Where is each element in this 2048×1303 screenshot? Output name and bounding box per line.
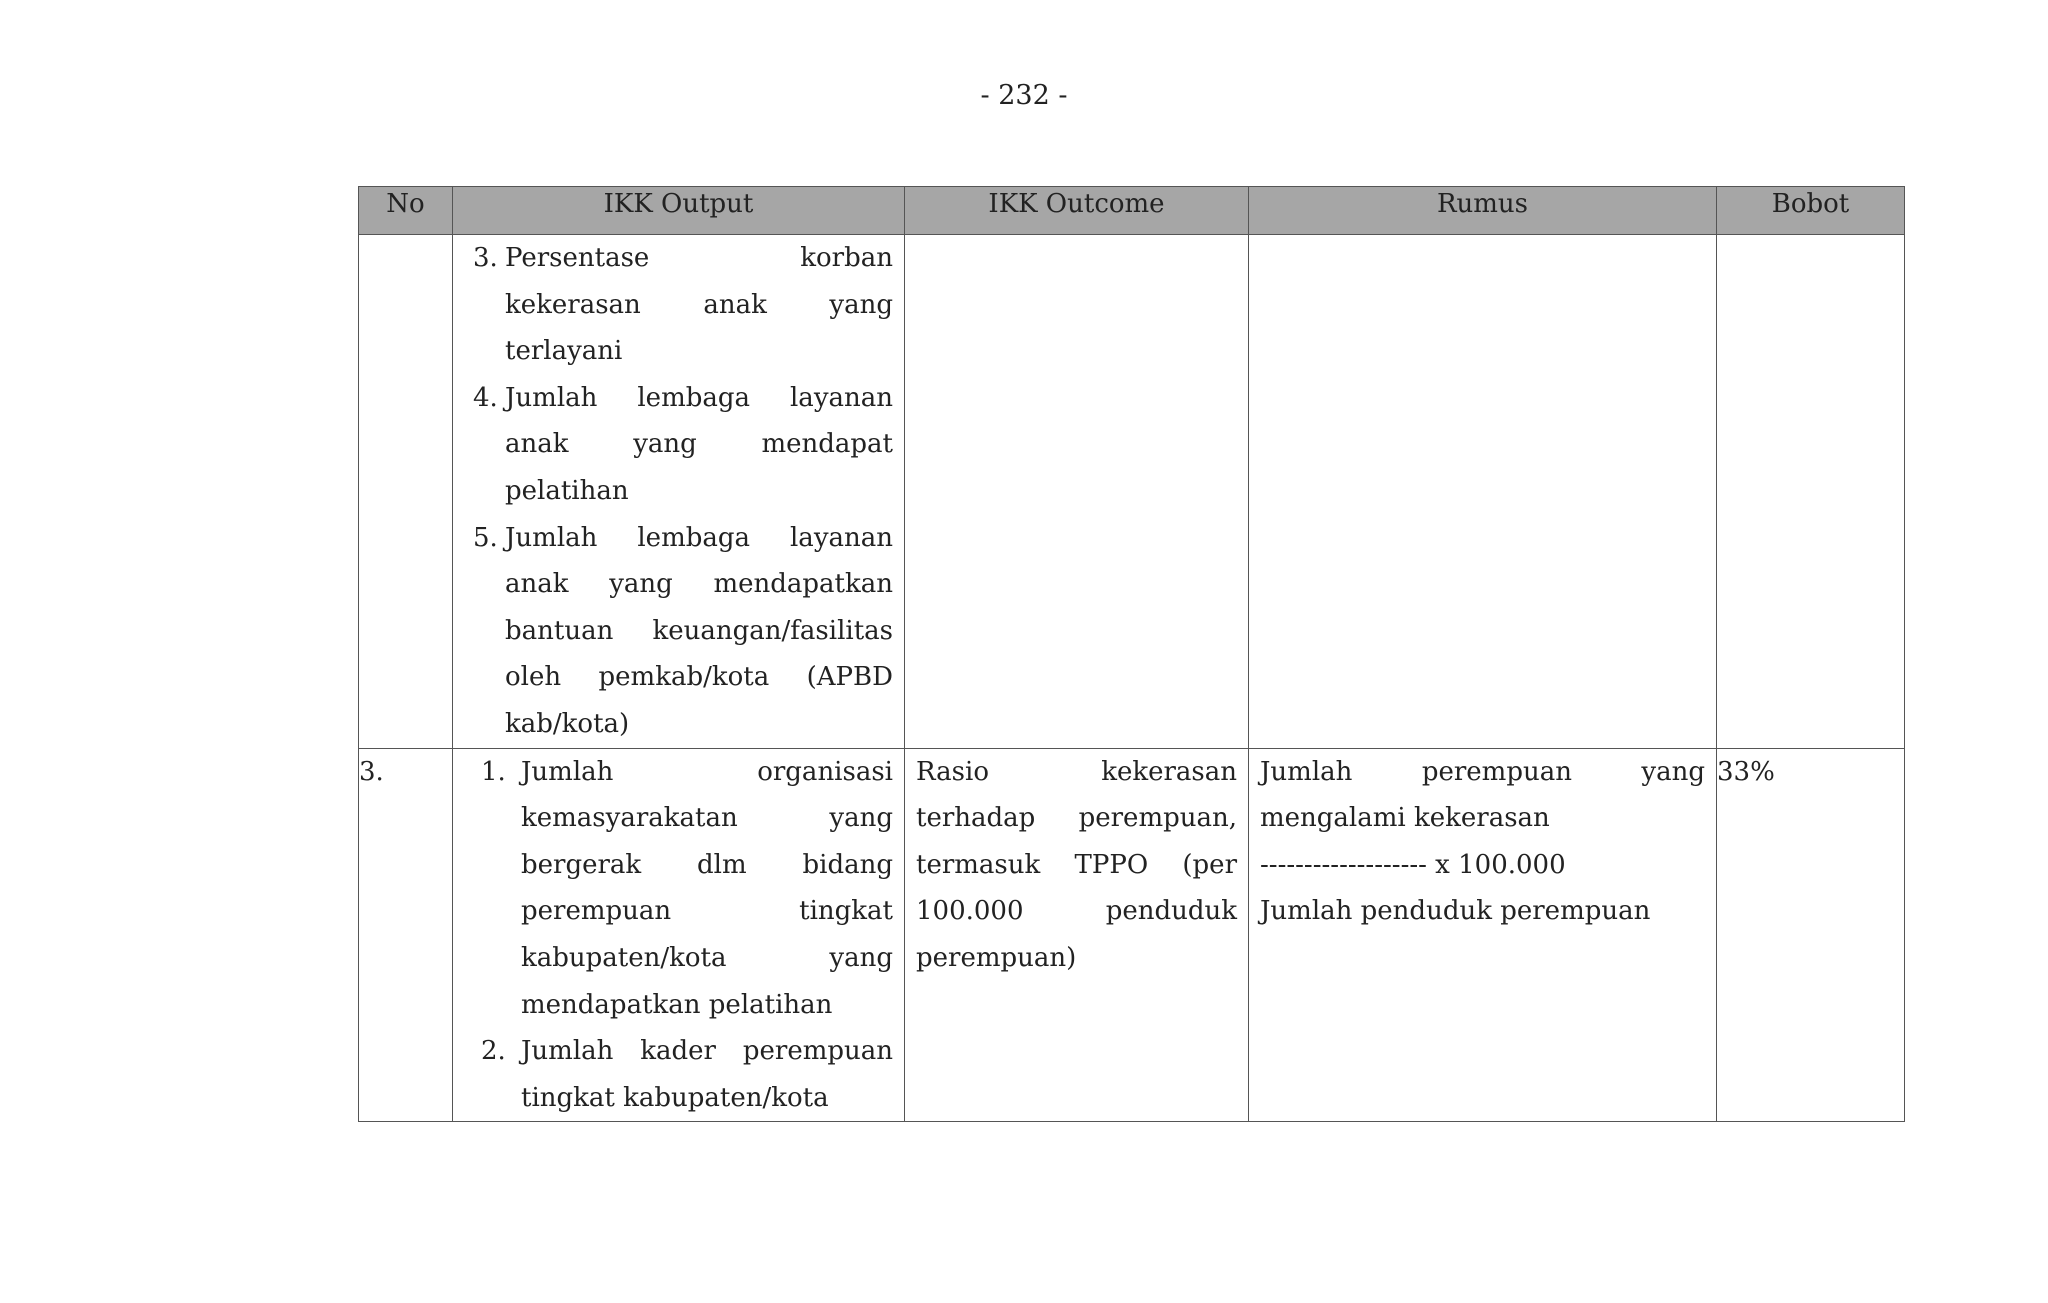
header-rumus: Rumus <box>1249 187 1717 235</box>
list-item <box>464 749 893 1029</box>
list-item <box>464 375 893 515</box>
cell-no <box>359 235 453 749</box>
output-list <box>464 749 893 1122</box>
list-item-number: 2. <box>481 1036 506 1067</box>
ikk-table <box>358 186 1905 1122</box>
header-no: No <box>359 187 453 235</box>
header-ikk-outcome: IKK Outcome <box>905 187 1249 235</box>
cell-ikk-output <box>453 748 905 1122</box>
list-item-number: 4. <box>473 382 498 413</box>
list-item-text: Jumlah lembaga layanan anak yang mendapatkan bantuan keuangan/fasilitas oleh pemkab/kota (APBD kab/kota) <box>505 522 893 739</box>
cell-ikk-outcome <box>905 235 1249 749</box>
table-header-row <box>359 187 1905 235</box>
header-bobot: Bobot <box>1717 187 1905 235</box>
list-item-text: Jumlah organisasi kemasyarakatan yang bergerak dlm bidang perempuan tingkat kabupaten/kota yang mendapatkan pelatihan <box>521 756 893 1020</box>
cell-rumus <box>1249 748 1717 1122</box>
list-item-text: Jumlah kader perempuan tingkat kabupaten/kota <box>521 1036 893 1113</box>
rumus-numerator: Jumlah perempuan yang mengalami kekerasan <box>1260 756 1705 834</box>
cell-no: 3. <box>359 748 453 1122</box>
cell-ikk-outcome <box>905 748 1249 1122</box>
list-item-number: 3. <box>473 243 498 273</box>
list-item <box>464 1028 893 1121</box>
cell-rumus <box>1249 235 1717 749</box>
output-list <box>464 235 893 748</box>
cell-bobot <box>1717 748 1905 1122</box>
list-item-number: 1. <box>481 756 506 787</box>
list-item <box>464 515 893 748</box>
cell-ikk-output <box>453 235 905 749</box>
list-item-number: 5. <box>473 522 498 553</box>
rumus-fraction-line: ------------------- x 100.000 <box>1260 849 1566 880</box>
list-item-text: Persentase korban kekerasan anak yang terlayani <box>505 243 893 367</box>
header-ikk-output: IKK Output <box>453 187 905 235</box>
cell-bobot <box>1717 235 1905 749</box>
list-item-text: Jumlah lembaga layanan anak yang mendapat pelatihan <box>505 382 893 506</box>
outcome-text: Rasio kekerasan terhadap perempuan, termasuk TPPO (per 100.000 penduduk perempuan) <box>916 756 1237 973</box>
table-row <box>359 235 1905 749</box>
bobot-value: 33% <box>1717 756 1775 787</box>
page-number: - 232 - <box>980 80 1068 111</box>
table-row <box>359 748 1905 1122</box>
rumus-denominator: Jumlah penduduk perempuan <box>1260 896 1651 927</box>
list-item <box>464 235 893 375</box>
